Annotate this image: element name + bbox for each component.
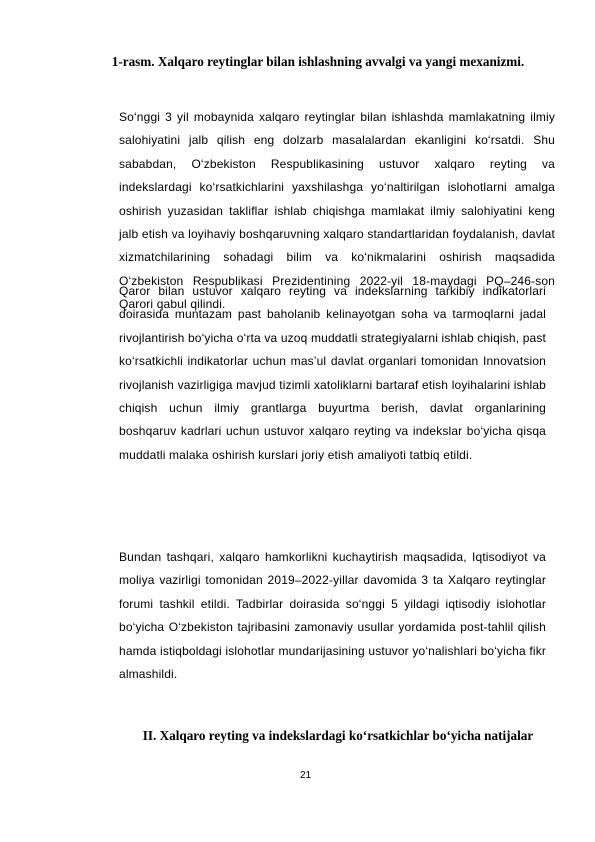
paragraph-3: Bundan tashqari, xalqaro hamkorlikni kuchaytirish maqsadida, Iqtisodiyot va moliya vazirligi tomonidan 2019–2022-yillar davomida 3 ta Xalqaro reytinglar forumi tashkil etildi. Tadbirlar doirasida so‘nggi 5 yildagi iqtisodiy islohotlar bo‘yicha O‘zbekiston tajribasini zamonaviy usullar yordamida post-tahlil qilish hamda istiqboldagi islohotlar mundarijasining ustuvor yo‘nalishlari bo‘yicha fikr almashildi. — [119, 550, 546, 682]
figure-caption: 1-rasm. Xalqaro reytinglar bilan ishlashning avvalgi va yangi mexanizmi. — [111, 54, 525, 69]
paragraph-2: Qaror bilan ustuvor xalqaro reyting va indekslarning tarkibiy indikatorlari doirasida muntazam past baholanib kelinayotgan soha va tarmoqlarni jadal rivojlantirish bo‘yicha o‘rta va uzoq muddatli strategiyalarni ishlab chiqish, past ko‘rsatkichli indikatorlar uchun mas’ul davlat organlari tomonidan Innovatsion rivojlanish vazirligiga mavjud tizimli xatoliklarni bartaraf etish loyihalarini ishlab chiqish uchun ilmiy grantlarga buyurtma berish, davlat organlarining boshqaruv kadrlari uchun ustuvor xalqaro reyting va indekslar bo‘yicha qisqa muddatli malaka oshirish kurslari joriy etish amaliyoti tatbiq etildi. — [119, 284, 546, 462]
page-number: 21 — [300, 770, 312, 781]
section-heading: II. Xalqaro reyting va indekslardagi ko‘rsatkichlar bo‘yicha natijalar — [142, 728, 534, 743]
paragraph-1: So‘nggi 3 yil mobaynida xalqaro reytinglar bilan ishlashda mamlakatning ilmiy salohiyatini jalb qilish eng dolzarb masalalardan ekanligini ko‘rsatdi. Shu sababdan, O‘zbekiston Respublikasining ustuvor xalqaro reyting va indekslardagi ko‘rsatkichlarini yaxshilashga yo‘naltirilgan islohotlarni amalga oshirish yuzasidan takliflar ishlab chiqishga mamlakat ilmiy salohiyatini keng jalb etish va loyihaviy boshqaruvning xalqaro standartlaridan foydalanish, davlat xizmatchilarining sohadagi bilim va ko‘nikmalarini oshirish maqsadida O‘zbekiston Respublikasi Prezidentining 2022-yil 18-maydagi PQ–246-son Qarori qabul qilindi. — [119, 110, 555, 312]
